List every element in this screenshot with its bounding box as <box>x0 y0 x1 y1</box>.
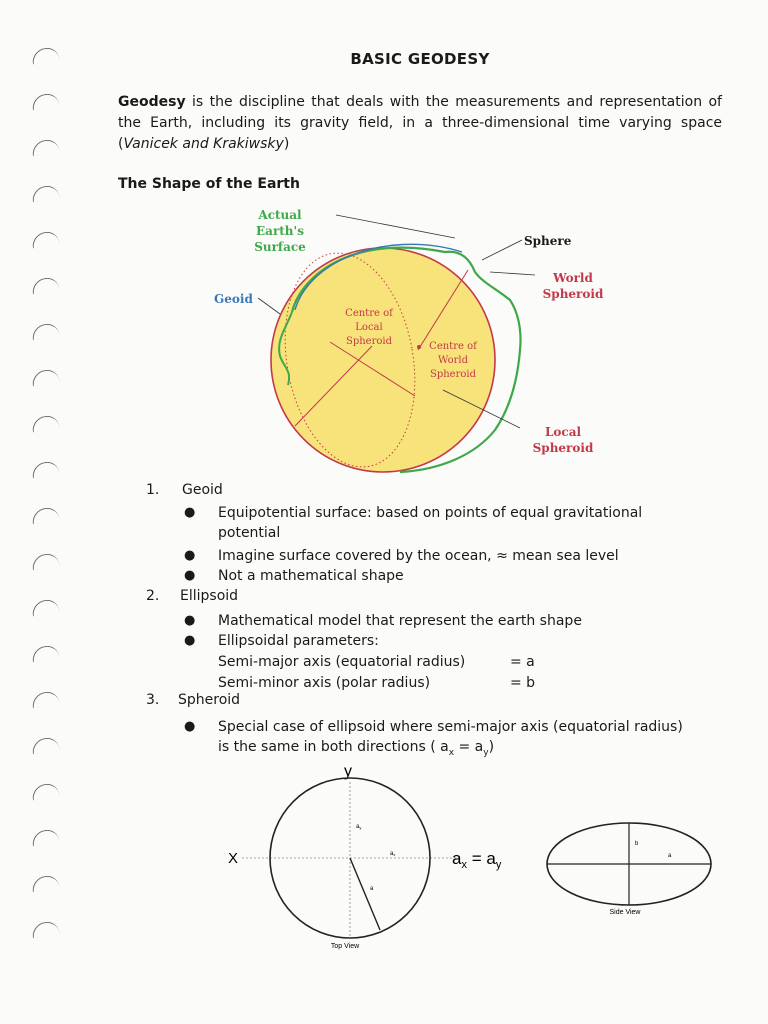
ay-label-letter: a <box>356 824 360 830</box>
intro-text: is the discipline that deals with the measurements and representation of the Earth, including its gravity field, in a three-dimensional time varying space ( <box>118 94 722 152</box>
spheroid-text: ) <box>488 739 495 755</box>
binding-ring <box>31 369 59 387</box>
binding-ring <box>31 231 59 249</box>
centre-world-label-line: Spheroid <box>429 369 477 380</box>
list-number: 2. <box>146 588 160 604</box>
list-item: Semi-minor axis (polar radius) <box>218 675 431 691</box>
local-spheroid-label-line: Spheroid <box>532 441 594 455</box>
top-view-label: Top View <box>330 943 360 950</box>
intro-citation: Vanicek and Krakiwsky <box>123 136 284 152</box>
ax-label-sub: x <box>393 852 396 857</box>
binding-ring <box>31 829 59 847</box>
binding-ring <box>31 875 59 893</box>
world-spheroid-label-line: World <box>553 271 593 285</box>
bullet-icon: ● <box>184 719 196 734</box>
sphere-label: Sphere <box>524 234 572 248</box>
binding-ring <box>31 553 59 571</box>
centre-local-label-line: Centre of <box>345 308 393 319</box>
binding-ring <box>31 461 59 479</box>
list-item <box>218 739 494 758</box>
list-label-geoid: Geoid <box>182 482 223 498</box>
actual-surface-label-line: Actual <box>258 208 302 222</box>
bullet-icon: ● <box>184 613 196 628</box>
list-label-ellipsoid: Ellipsoid <box>180 588 239 604</box>
x-axis-label: X <box>228 850 239 867</box>
world-spheroid-label-line: Spheroid <box>542 287 604 301</box>
bullet-icon: ● <box>184 548 196 563</box>
ay-label-sub: y <box>359 825 362 830</box>
list-item: Not a mathematical shape <box>218 568 404 584</box>
a-label: a <box>668 853 672 859</box>
earth-shape-diagram <box>200 200 620 475</box>
local-spheroid-label-line: Local <box>544 425 582 439</box>
binding-ring <box>31 599 59 617</box>
ay-label <box>356 824 361 830</box>
y-axis-label: y <box>344 763 352 780</box>
binding-ring <box>31 93 59 111</box>
intro-term: Geodesy <box>118 94 186 110</box>
side-view-label: Side View <box>609 909 641 916</box>
binding-ring <box>31 277 59 295</box>
binding-ring <box>31 507 59 525</box>
binding-ring <box>31 645 59 663</box>
pointer-actual-surface <box>336 215 455 238</box>
binding-ring <box>31 737 59 755</box>
page-title: BASIC GEODESY <box>350 50 490 68</box>
parameter-value: = a <box>510 654 535 670</box>
list-item: potential <box>218 525 281 541</box>
equation-label <box>452 849 502 871</box>
b-label: b <box>635 841 639 847</box>
section-heading: The Shape of the Earth <box>118 176 300 192</box>
spheroid-figure <box>200 760 740 960</box>
list-number: 1. <box>146 482 160 498</box>
list-item: Special case of ellipsoid where semi-major axis (equatorial radius) <box>218 719 683 735</box>
equation-mid: = a <box>466 849 496 868</box>
local-spheroid-label <box>533 425 594 455</box>
spheroid-text: = a <box>454 739 484 755</box>
list-item: Mathematical model that represent the earth shape <box>218 613 582 629</box>
binding-ring <box>31 139 59 157</box>
centre-local-label-line: Spheroid <box>345 336 393 347</box>
list-item: Imagine surface covered by the ocean, ≈ mean sea level <box>218 548 619 564</box>
binding-ring <box>31 415 59 433</box>
actual-surface-label-line: Earth's <box>256 224 304 238</box>
bullet-icon: ● <box>184 505 196 520</box>
ax-label-letter: a <box>390 851 394 857</box>
binding-ring <box>31 185 59 203</box>
list-item: Equipotential surface: based on points of equal gravitational <box>218 505 643 521</box>
binding-ring <box>31 783 59 801</box>
centre-world-label-line: Centre of <box>429 341 477 352</box>
intro-paragraph <box>118 92 722 155</box>
binding-ring <box>31 691 59 709</box>
centre-world-label-line: World <box>438 355 468 366</box>
pointer-sphere <box>482 240 522 260</box>
parameter-value: = b <box>510 675 536 691</box>
spheroid-text: is the same in both directions ( a <box>218 739 449 755</box>
world-centre-dot <box>417 345 421 349</box>
bullet-icon: ● <box>184 568 196 583</box>
equation-letter: a <box>452 849 462 868</box>
geoid-label: Geoid <box>214 292 253 306</box>
world-spheroid-label <box>543 271 604 301</box>
equation-sub: x <box>461 859 467 871</box>
binding-ring <box>31 921 59 939</box>
pointer-world-spheroid <box>490 272 535 275</box>
list-item: Semi-major axis (equatorial radius) <box>218 654 466 670</box>
list-item: Ellipsoidal parameters: <box>218 633 379 649</box>
actual-surface-label <box>254 208 306 254</box>
list-number: 3. <box>146 692 160 708</box>
actual-surface-label-line: Surface <box>254 240 306 254</box>
radius-label: a <box>370 886 374 892</box>
bullet-icon: ● <box>184 633 196 648</box>
list-label-spheroid: Spheroid <box>178 692 241 708</box>
binding-ring <box>31 323 59 341</box>
intro-closing: ) <box>283 136 290 152</box>
ax-label <box>390 851 395 857</box>
radius-line <box>350 858 380 930</box>
pointer-geoid <box>258 298 280 314</box>
subscript: y <box>483 747 489 758</box>
centre-local-label-line: Local <box>355 322 383 333</box>
equation-sub: y <box>495 859 502 871</box>
subscript: x <box>448 747 455 758</box>
